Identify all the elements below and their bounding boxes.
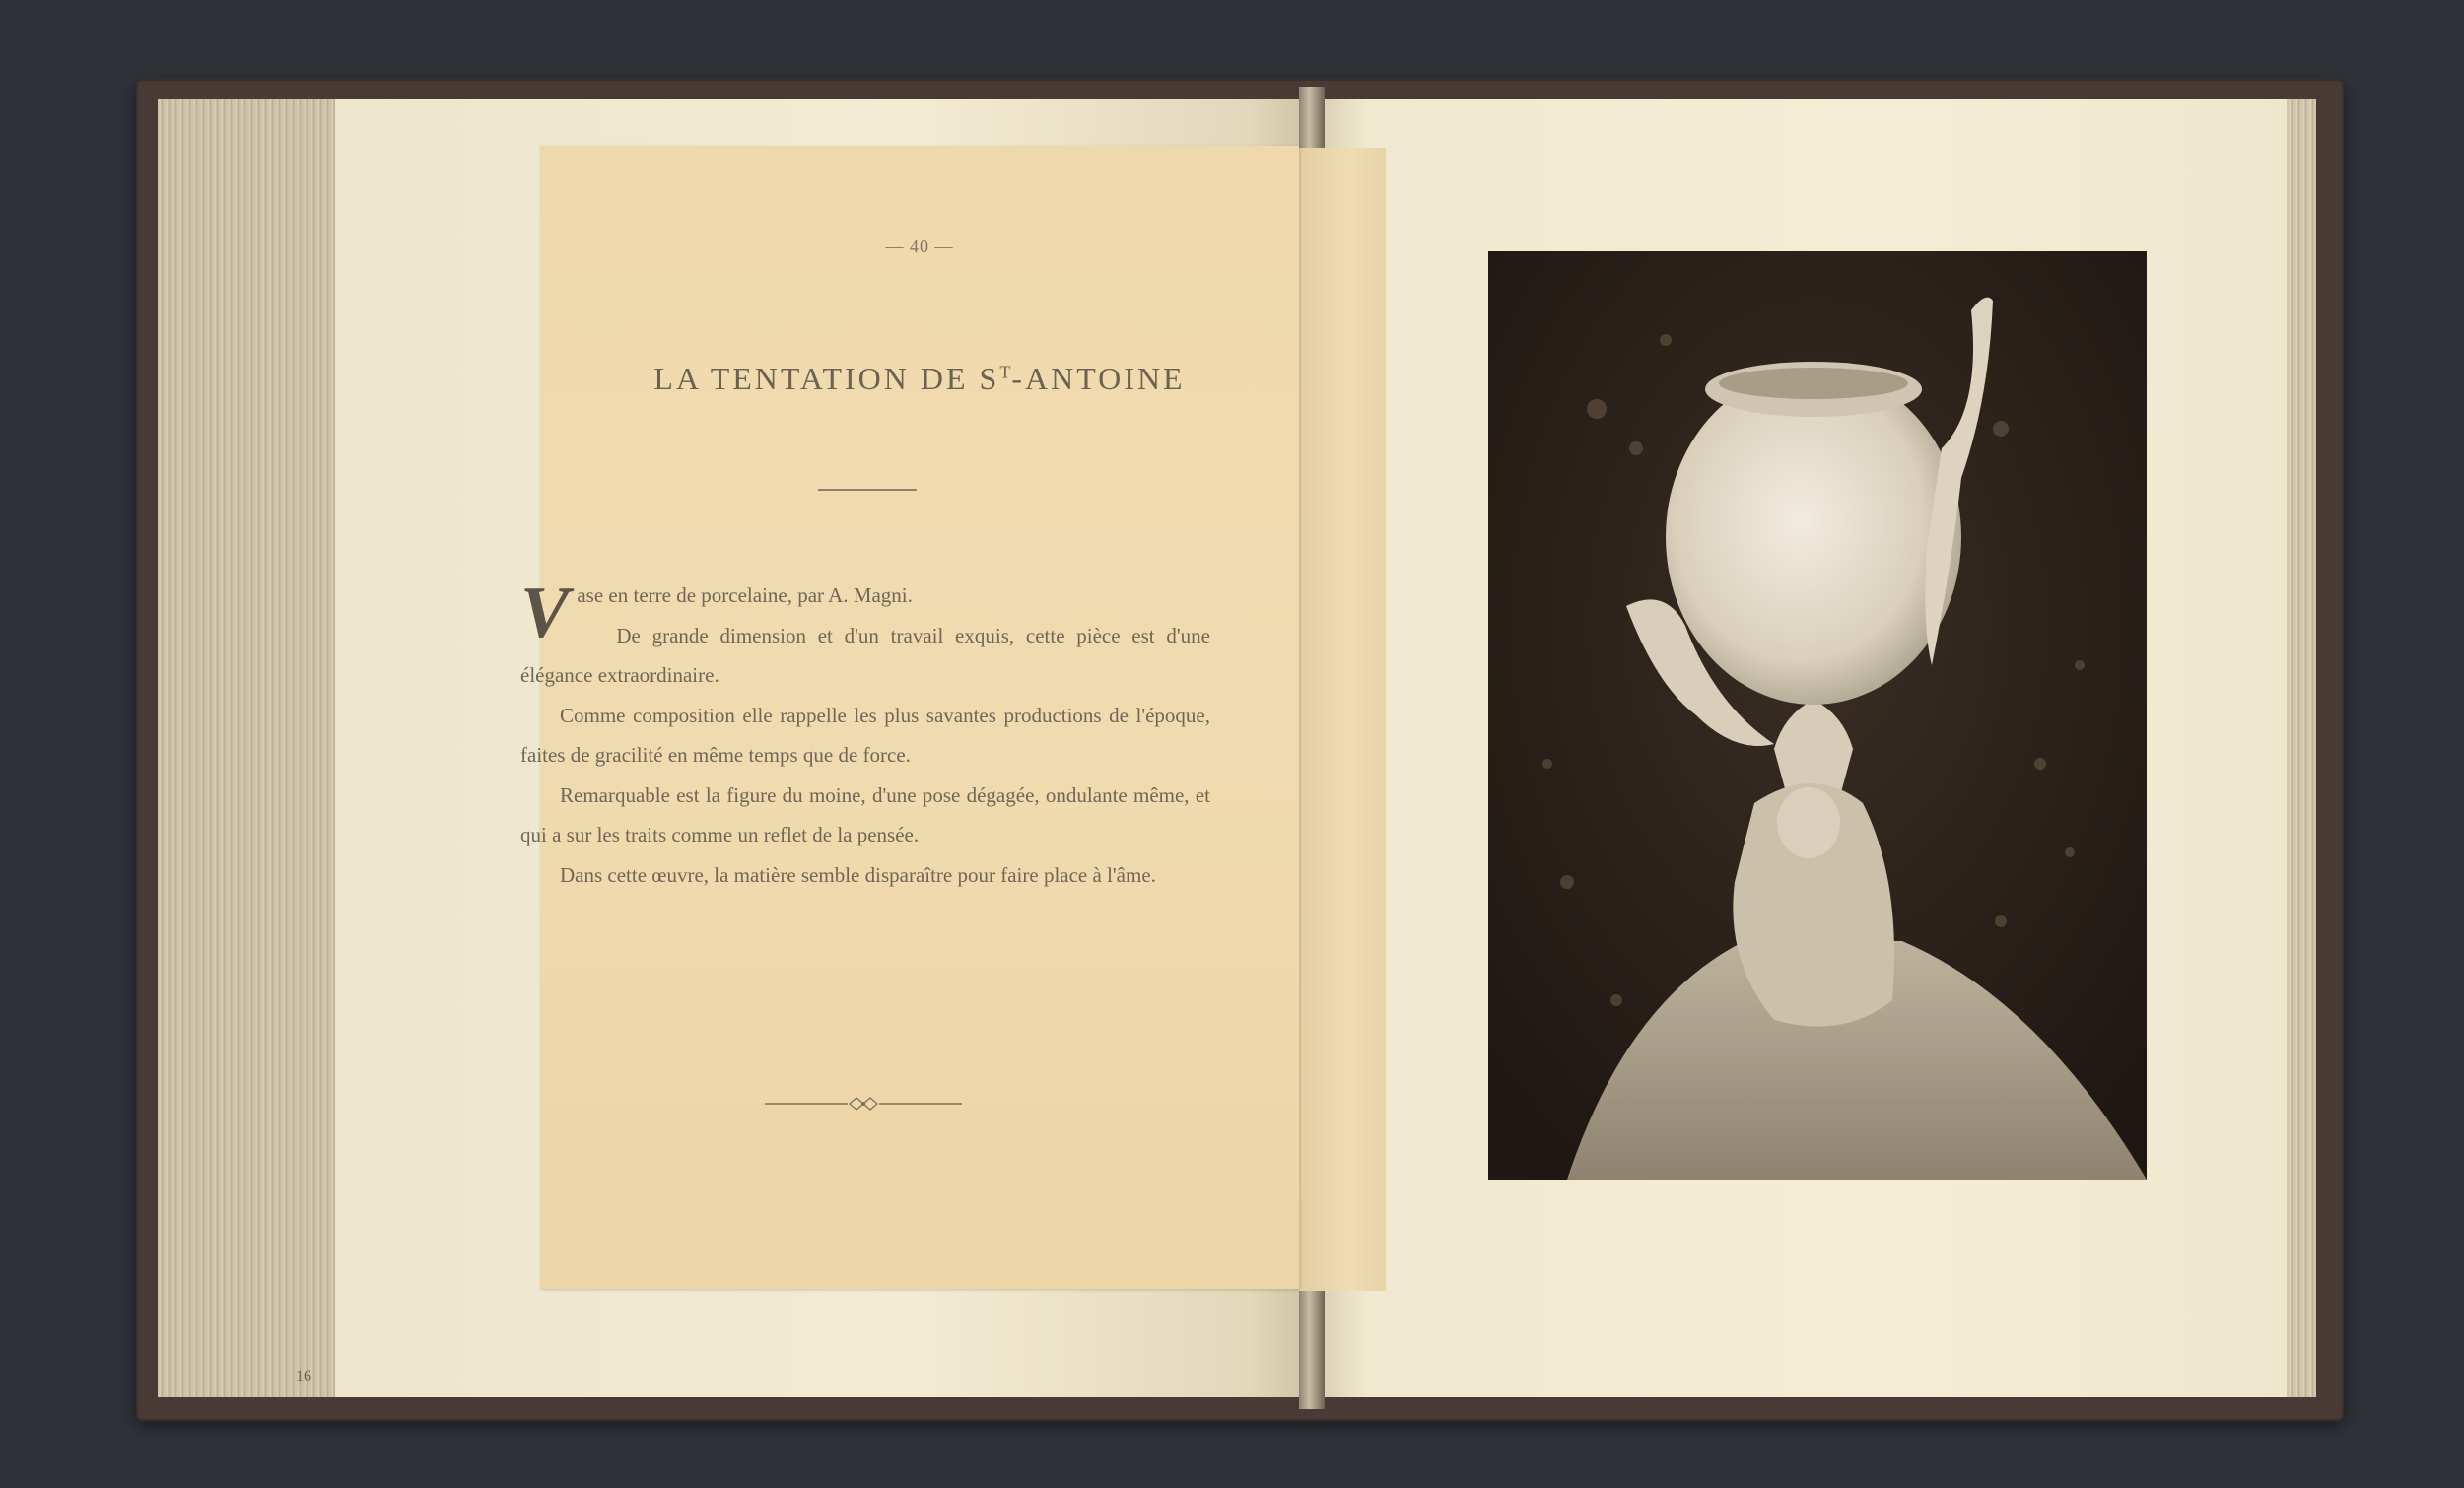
- leaf-title: [540, 361, 1299, 397]
- paragraph-5: Dans cette œuvre, la matière semble disparaître pour faire place à l'âme.: [560, 862, 1156, 887]
- paragraph-1: [520, 573, 1210, 653]
- title-tail: -ANTOINE: [1011, 361, 1186, 396]
- paragraph-1-text: ase en terre de porcelaine, par A. Magni.: [577, 583, 913, 607]
- vase-illustration: [1488, 251, 2147, 1180]
- leaf-page-number: — 40 —: [885, 237, 954, 256]
- corner-page-number: 16: [296, 1368, 311, 1385]
- vase-photograph: [1488, 251, 2147, 1180]
- paragraph-4: Remarquable est la figure du moine, d'une pose dégagée, ondulante même, et qui a sur les traits comme un reflet de la pensée.: [520, 782, 1210, 846]
- paragraph-2: De grande dimension et d'un travail exquis, cette pièce est d'une élégance extraordinaire.: [520, 623, 1210, 687]
- vase-body: [1666, 370, 1961, 705]
- paragraph-3: Comme composition elle rappelle les plus savantes productions de l'époque, faites de gracilité en même temps que de force.: [520, 703, 1210, 767]
- title-main: LA TENTATION DE S: [653, 361, 1000, 396]
- drop-cap: V: [520, 573, 570, 653]
- monk-head: [1777, 787, 1840, 858]
- page-stack-left: [158, 99, 347, 1397]
- text-leaf: [520, 146, 1299, 1289]
- title-rule: [818, 489, 917, 491]
- title-superscript: T: [999, 362, 1012, 382]
- leaf-body-text: [520, 575, 1210, 895]
- leaf-hinge-tab: [1299, 148, 1386, 1291]
- ornament-divider-icon: [765, 1092, 962, 1116]
